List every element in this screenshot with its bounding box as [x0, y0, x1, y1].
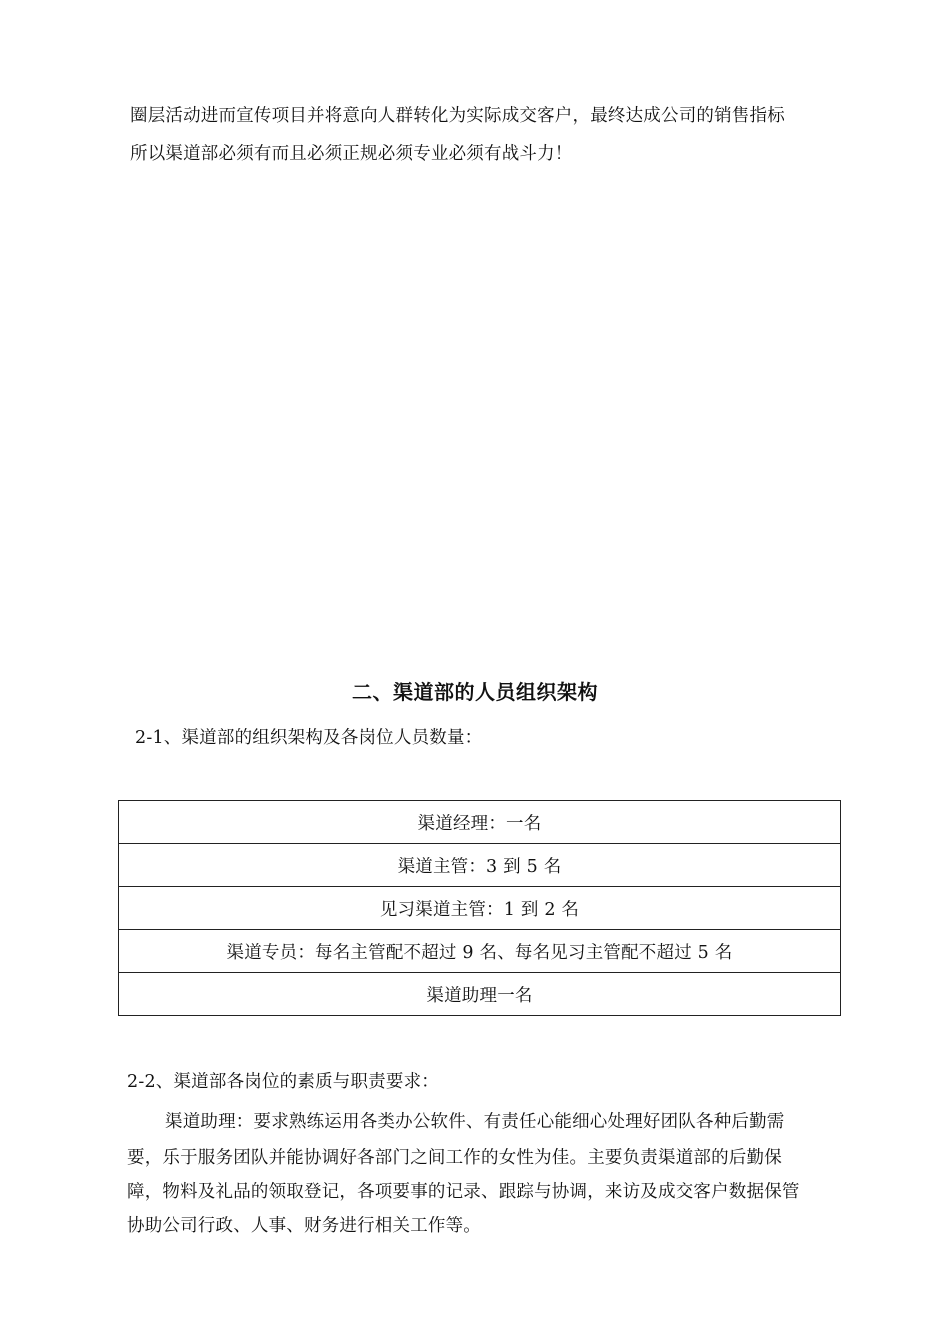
paragraph-line: 渠道助理：要求熟练运用各类办公软件、有责任心能细心处理好团队各种后勤需 [165, 1112, 785, 1132]
paragraph-line: 要，乐于服务团队并能协调好各部门之间工作的女性为佳。主要负责渠道部的后勤保 [127, 1148, 782, 1168]
table-row [119, 801, 841, 844]
table-cell: 渠道主管：3 到 5 名 [119, 844, 841, 887]
table-row [119, 973, 841, 1016]
table-row [119, 930, 841, 973]
subsection-heading-2-1: 2-1、渠道部的组织架构及各岗位人员数量： [135, 728, 483, 748]
staffing-table [118, 800, 841, 1016]
table-row [119, 887, 841, 930]
table-cell: 渠道专员：每名主管配不超过 9 名、每名见习主管配不超过 5 名 [119, 930, 841, 973]
subsection-heading-2-2: 2-2、渠道部各岗位的素质与职责要求： [127, 1072, 439, 1092]
table-cell: 渠道助理一名 [119, 973, 841, 1016]
paragraph-line: 协助公司行政、人事、财务进行相关工作等。 [127, 1216, 481, 1236]
table-cell: 渠道经理：一名 [119, 801, 841, 844]
paragraph-line: 障，物料及礼品的领取登记，各项要事的记录、跟踪与协调，来访及成交客户数据保管 [127, 1182, 800, 1202]
table-cell: 见习渠道主管：1 到 2 名 [119, 887, 841, 930]
intro-text-line: 所以渠道部必须有而且必须正规必须专业必须有战斗力！ [130, 144, 573, 164]
section-heading: 二、渠道部的人员组织架构 [352, 680, 598, 704]
intro-text-line: 圈层活动进而宣传项目并将意向人群转化为实际成交客户，最终达成公司的销售指标 [130, 106, 785, 126]
table-row [119, 844, 841, 887]
